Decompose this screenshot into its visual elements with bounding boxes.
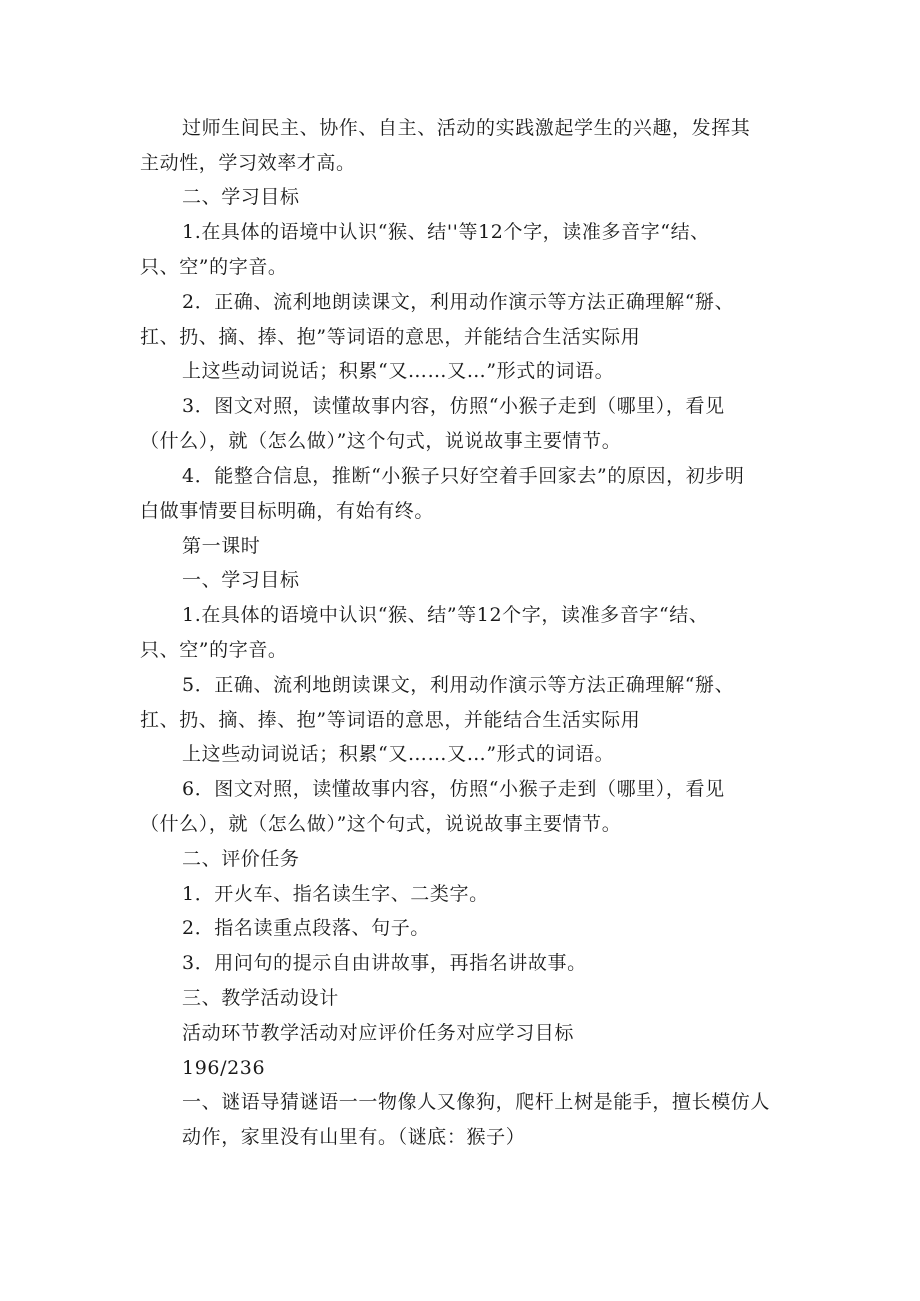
list-item-continuation: 只、空”的字音。: [140, 256, 288, 278]
paragraph-line: 一、谜语导猜谜语一一物像人又像狗，爬杆上树是能手，擅长模仿人: [182, 1091, 771, 1113]
paragraph-line: 动作，家里没有山里有。（谜底：猴子）: [182, 1126, 526, 1148]
list-item: 6．图文对照，读懂故事内容，仿照“小猴子走到（哪里），看见: [182, 778, 725, 800]
section-heading: 三、教学活动设计: [182, 987, 339, 1009]
list-item-continuation: 扛、扔、摘、捧、抱”等词语的意思，并能结合生活实际用: [140, 709, 641, 731]
page-number: 196/236: [182, 1057, 266, 1079]
list-item-continuation: （什么），就（怎么做）”这个句式，说说故事主要情节。: [140, 813, 622, 835]
list-item-continuation: 只、空”的字音。: [140, 639, 288, 661]
list-item: 5．正确、流利地朗读课文，利用动作演示等方法正确理解“掰、: [182, 674, 735, 696]
list-item: 1．开火车、指名读生字、二类字。: [182, 883, 489, 905]
list-item-continuation: 上这些动词说话；积累“又……又…”形式的词语。: [182, 743, 615, 765]
list-item: 3．用问句的提示自由讲故事，再指名讲故事。: [182, 952, 587, 974]
table-header-text: 活动环节教学活动对应评价任务对应学习目标: [182, 1022, 575, 1044]
list-item: 2．指名读重点段落、句子。: [182, 917, 430, 939]
section-heading: 第一课时: [182, 535, 261, 557]
list-item: 4．能整合信息，推断“小猴子只好空着手回家去”的原因，初步明: [182, 465, 745, 487]
list-item-continuation: （什么），就（怎么做）”这个句式，说说故事主要情节。: [140, 430, 622, 452]
section-heading: 一、学习目标: [182, 569, 300, 591]
list-item: 1.在具体的语境中认识“猴、结”等12个字，读准多音字“结、: [182, 604, 709, 626]
list-item: 1.在具体的语境中认识“猴、结''等12个字，读准多音字“结、: [182, 221, 710, 243]
paragraph-line: 过师生间民主、协作、自主、活动的实践激起学生的兴趣，发挥其: [182, 117, 751, 139]
section-heading: 二、学习目标: [182, 186, 300, 208]
list-item: 2．正确、流利地朗读课文，利用动作演示等方法正确理解“掰、: [182, 291, 735, 313]
list-item-continuation: 扛、扔、摘、捧、抱”等词语的意思，并能结合生活实际用: [140, 326, 641, 348]
list-item: 3．图文对照，读懂故事内容，仿照“小猴子走到（哪里），看见: [182, 395, 725, 417]
list-item-continuation: 上这些动词说话；积累“又……又…”形式的词语。: [182, 360, 615, 382]
list-item-continuation: 白做事情要目标明确，有始有终。: [140, 500, 435, 522]
section-heading: 二、评价任务: [182, 848, 300, 870]
paragraph-line: 主动性，学习效率才高。: [140, 152, 356, 174]
